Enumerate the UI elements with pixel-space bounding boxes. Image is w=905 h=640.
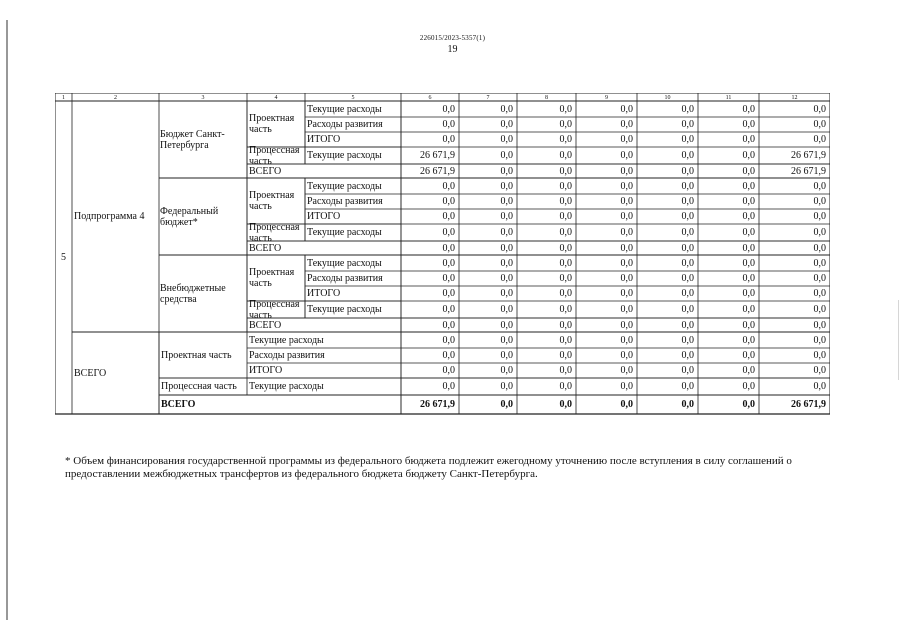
part-label: Процессная часть (249, 298, 300, 321)
grand-total-label: ВСЕГО (161, 399, 196, 410)
value-cell: 0,0 (620, 257, 633, 269)
value-cell: 0,0 (742, 288, 755, 299)
value-cell: 0,0 (813, 273, 826, 284)
value-cell: 0,0 (559, 319, 572, 331)
value-cell: 0,0 (500, 257, 513, 269)
document-id: 226015/2023-5357(1) (419, 34, 486, 42)
expense-label: Расходы развития (307, 119, 383, 130)
value-cell: 0,0 (500, 103, 513, 115)
value-cell: 0,0 (681, 134, 694, 145)
value-cell: 0,0 (681, 196, 694, 207)
value-cell: 0,0 (620, 381, 633, 392)
scan-edge-mark (6, 20, 8, 620)
value-cell: 0,0 (500, 242, 513, 254)
value-cell: 0,0 (500, 319, 513, 331)
value-cell: 0,0 (681, 350, 694, 361)
value-cell: 0,0 (742, 273, 755, 284)
footnote: * Объем финансирования государственной программы из федерального бюджета подлежит ежегодному уточнению после вступления в силу соглашений о предоставлении межбюджетных трансфертов из федерального бюджета бюджету Санкт-Петербурга. (65, 455, 792, 480)
value-cell: 0,0 (442, 211, 455, 222)
value-cell: 0,0 (620, 150, 633, 161)
value-cell: 0,0 (681, 365, 694, 376)
value-cell: 0,0 (559, 334, 572, 346)
value-cell: 0,0 (681, 150, 694, 161)
value-cell: 0,0 (813, 257, 826, 269)
value-cell: 0,0 (559, 288, 572, 299)
expense-label: ИТОГО (307, 288, 341, 299)
value-cell: 0,0 (813, 211, 826, 222)
column-header: 11 (725, 94, 732, 101)
value-cell: 0,0 (813, 180, 826, 192)
expense-label: Текущие расходы (249, 381, 324, 392)
value-cell: 0,0 (742, 134, 755, 145)
value-cell: 0,0 (620, 365, 633, 376)
expense-label: ИТОГО (249, 365, 283, 376)
value-cell: 0,0 (742, 211, 755, 222)
value-cell: 0,0 (620, 288, 633, 299)
financing-table (55, 93, 830, 457)
value-cell: 0,0 (681, 165, 694, 177)
value-cell: 0,0 (500, 119, 513, 130)
column-header: 2 (114, 94, 117, 101)
value-cell: 0,0 (620, 211, 633, 222)
value-cell: 0,0 (559, 134, 572, 145)
value-cell: 0,0 (681, 381, 694, 392)
value-cell: 0,0 (681, 399, 694, 410)
value-cell: 0,0 (813, 350, 826, 361)
value-cell: 0,0 (813, 334, 826, 346)
value-cell: 0,0 (681, 319, 694, 331)
value-cell: 0,0 (620, 134, 633, 145)
value-cell: 0,0 (442, 288, 455, 299)
value-cell: 0,0 (500, 273, 513, 284)
value-cell: 26 671,9 (420, 165, 455, 177)
value-cell: 0,0 (620, 350, 633, 361)
expense-label: Текущие расходы (307, 227, 382, 238)
value-cell: 0,0 (620, 196, 633, 207)
value-cell: 0,0 (442, 350, 455, 361)
value-cell: 0,0 (620, 399, 633, 410)
value-cell: 0,0 (742, 150, 755, 161)
value-cell: 0,0 (559, 399, 572, 410)
value-cell: 0,0 (681, 334, 694, 346)
value-cell: 0,0 (620, 242, 633, 254)
value-cell: 0,0 (813, 365, 826, 376)
column-header: 1 (62, 94, 65, 101)
value-cell: 0,0 (742, 242, 755, 254)
program-label: Подпрограмма 4 (74, 211, 145, 222)
column-header: 12 (791, 94, 798, 101)
value-cell: 0,0 (742, 304, 755, 315)
value-cell: 0,0 (559, 103, 572, 115)
value-cell: 0,0 (442, 273, 455, 284)
value-cell: 0,0 (500, 150, 513, 161)
value-cell: 0,0 (742, 165, 755, 177)
value-cell: 0,0 (681, 304, 694, 315)
expense-label: Текущие расходы (307, 150, 382, 161)
value-cell: 0,0 (742, 257, 755, 269)
value-cell: 0,0 (559, 150, 572, 161)
value-cell: 0,0 (500, 134, 513, 145)
value-cell: 26 671,9 (791, 399, 826, 410)
value-cell: 0,0 (813, 381, 826, 392)
expense-label: Текущие расходы (307, 103, 382, 115)
value-cell: 0,0 (442, 365, 455, 376)
value-cell: 0,0 (813, 134, 826, 145)
value-cell: 0,0 (620, 180, 633, 192)
value-cell: 0,0 (559, 165, 572, 177)
column-header: 3 (201, 94, 205, 101)
value-cell: 0,0 (442, 196, 455, 207)
value-cell: 0,0 (813, 119, 826, 130)
scan-edge-mark (898, 300, 899, 380)
value-cell: 26 671,9 (791, 150, 826, 161)
value-cell: 0,0 (620, 119, 633, 130)
value-cell: 0,0 (500, 211, 513, 222)
expense-label: Расходы развития (249, 350, 325, 361)
value-cell: 0,0 (742, 350, 755, 361)
expense-label: Текущие расходы (307, 304, 382, 315)
value-cell: 0,0 (681, 242, 694, 254)
total-label: ВСЕГО (249, 242, 282, 254)
expense-label: Расходы развития (307, 273, 383, 284)
expense-label: Текущие расходы (307, 180, 382, 192)
value-cell: 0,0 (442, 227, 455, 238)
value-cell: 0,0 (681, 257, 694, 269)
value-cell: 0,0 (742, 399, 755, 410)
value-cell: 0,0 (500, 227, 513, 238)
value-cell: 0,0 (813, 103, 826, 115)
part-label: Проектная часть (249, 190, 295, 212)
value-cell: 0,0 (500, 180, 513, 192)
value-cell: 0,0 (681, 119, 694, 130)
expense-label: Текущие расходы (249, 334, 324, 346)
value-cell: 0,0 (681, 227, 694, 238)
row-number: 5 (61, 252, 66, 263)
value-cell: 0,0 (620, 273, 633, 284)
column-header: 9 (605, 94, 608, 101)
expense-label: Текущие расходы (307, 257, 382, 269)
value-cell: 0,0 (620, 304, 633, 315)
value-cell: 0,0 (620, 227, 633, 238)
value-cell: 0,0 (559, 242, 572, 254)
value-cell: 0,0 (500, 165, 513, 177)
value-cell: 0,0 (559, 180, 572, 192)
value-cell: 26 671,9 (420, 150, 455, 161)
part-label: Проектная часть (161, 349, 232, 361)
value-cell: 0,0 (813, 242, 826, 254)
value-cell: 0,0 (620, 103, 633, 115)
value-cell: 0,0 (500, 334, 513, 346)
value-cell: 26 671,9 (420, 399, 455, 410)
source-label: Федеральный бюджет* (160, 205, 219, 228)
value-cell: 0,0 (742, 196, 755, 207)
value-cell: 0,0 (681, 211, 694, 222)
value-cell: 0,0 (442, 242, 455, 254)
value-cell: 0,0 (620, 319, 633, 331)
value-cell: 0,0 (559, 381, 572, 392)
value-cell: 0,0 (559, 350, 572, 361)
value-cell: 0,0 (813, 319, 826, 331)
column-header: 6 (428, 94, 432, 101)
value-cell: 0,0 (742, 381, 755, 392)
value-cell: 0,0 (742, 119, 755, 130)
value-cell: 0,0 (442, 134, 455, 145)
value-cell: 0,0 (442, 103, 455, 115)
value-cell: 0,0 (442, 381, 455, 392)
value-cell: 0,0 (742, 319, 755, 331)
value-cell: 0,0 (442, 319, 455, 331)
value-cell: 0,0 (559, 196, 572, 207)
value-cell: 0,0 (500, 304, 513, 315)
value-cell: 0,0 (559, 304, 572, 315)
value-cell: 0,0 (620, 165, 633, 177)
value-cell: 0,0 (442, 304, 455, 315)
part-label: Процессная часть (161, 381, 237, 392)
value-cell: 0,0 (559, 257, 572, 269)
column-header: 4 (274, 94, 278, 101)
page-number: 19 (447, 44, 458, 55)
total-block-label: ВСЕГО (74, 367, 107, 379)
value-cell: 0,0 (813, 288, 826, 299)
column-header: 5 (351, 94, 355, 101)
value-cell: 0,0 (681, 273, 694, 284)
expense-label: ИТОГО (307, 211, 341, 222)
value-cell: 0,0 (681, 180, 694, 192)
source-label: Бюджет Санкт-Петербурга (160, 128, 225, 151)
part-label: Процессная часть (249, 144, 300, 167)
value-cell: 0,0 (559, 227, 572, 238)
value-cell: 0,0 (442, 180, 455, 192)
total-label: ВСЕГО (249, 319, 282, 331)
part-label: Проектная часть (249, 267, 295, 289)
value-cell: 0,0 (559, 365, 572, 376)
part-label: Процессная часть (249, 221, 300, 244)
value-cell: 0,0 (813, 227, 826, 238)
value-cell: 0,0 (742, 334, 755, 346)
value-cell: 0,0 (813, 304, 826, 315)
value-cell: 0,0 (500, 196, 513, 207)
expense-label: Расходы развития (307, 196, 383, 207)
part-label: Проектная часть (249, 113, 295, 135)
column-header: 10 (664, 94, 671, 101)
value-cell: 0,0 (681, 103, 694, 115)
value-cell: 0,0 (442, 334, 455, 346)
value-cell: 0,0 (559, 211, 572, 222)
value-cell: 0,0 (500, 399, 513, 410)
column-header: 7 (486, 94, 490, 101)
value-cell: 0,0 (742, 103, 755, 115)
value-cell: 0,0 (442, 257, 455, 269)
value-cell: 0,0 (500, 381, 513, 392)
value-cell: 0,0 (742, 365, 755, 376)
value-cell: 0,0 (681, 288, 694, 299)
total-label: ВСЕГО (249, 165, 282, 177)
expense-label: ИТОГО (307, 134, 341, 145)
value-cell: 0,0 (813, 196, 826, 207)
value-cell: 0,0 (442, 119, 455, 130)
value-cell: 26 671,9 (791, 165, 826, 177)
value-cell: 0,0 (500, 365, 513, 376)
value-cell: 0,0 (559, 273, 572, 284)
value-cell: 0,0 (742, 227, 755, 238)
column-header: 8 (545, 94, 548, 101)
value-cell: 0,0 (500, 288, 513, 299)
value-cell: 0,0 (559, 119, 572, 130)
value-cell: 0,0 (742, 180, 755, 192)
source-label: Внебюджетные средства (160, 282, 226, 305)
value-cell: 0,0 (620, 334, 633, 346)
value-cell: 0,0 (500, 350, 513, 361)
